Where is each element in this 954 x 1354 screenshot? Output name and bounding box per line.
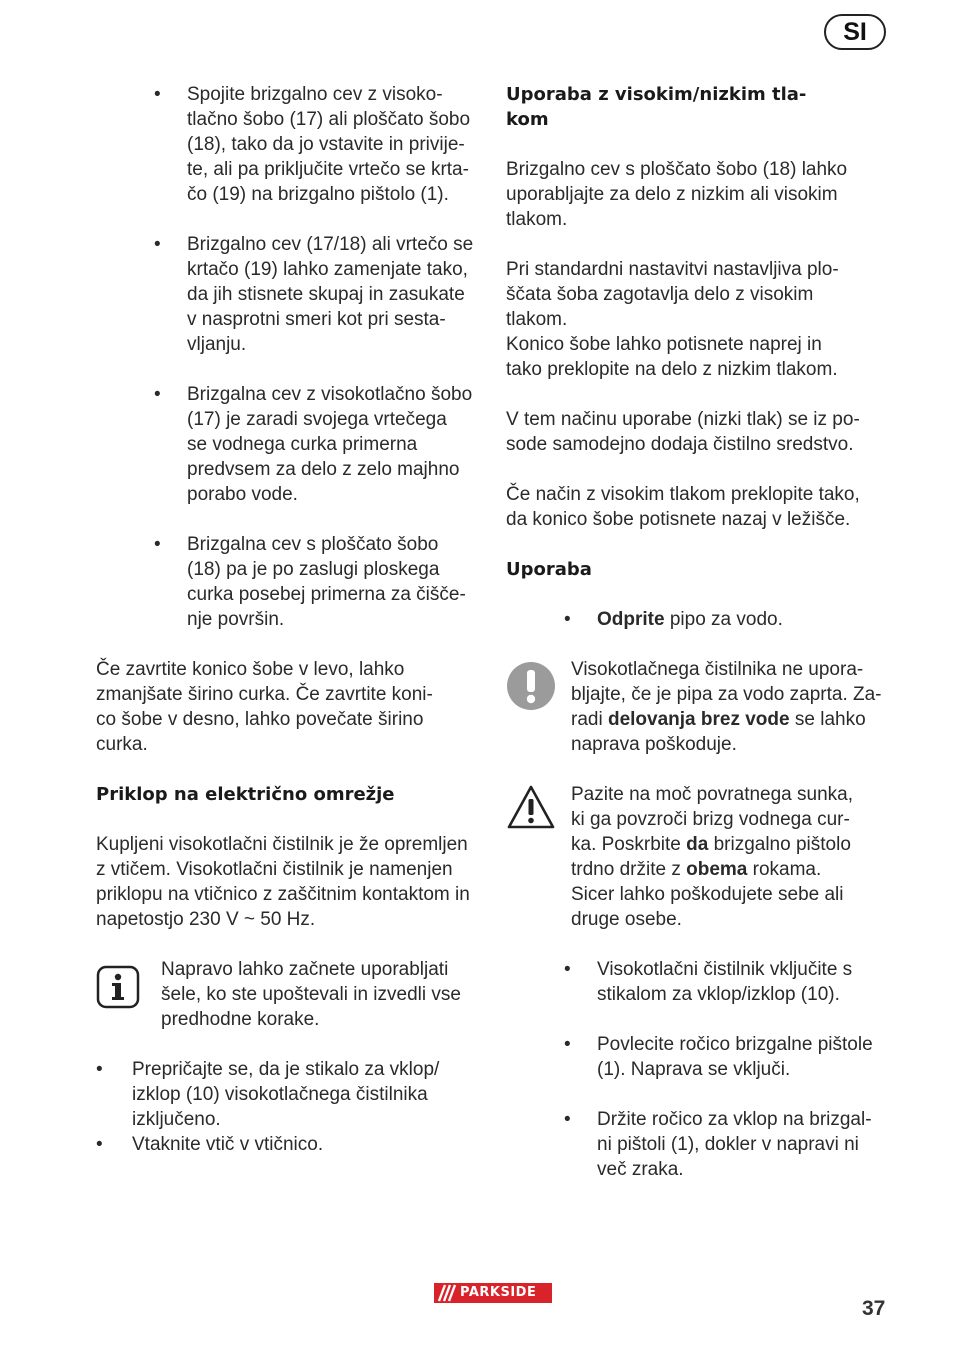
info-note-text: Napravo lahko začnete uporabljati šele, ko ste upoštevali in izvedli vse predhodne korake. (161, 959, 461, 1030)
list-item: • Brizgalna cev s ploščato šobo (18) pa je po zaslugi ploskega curka posebej primerna za čišče- nje površin. (96, 532, 482, 632)
usage-heading: Uporaba (506, 559, 592, 580)
list-item (506, 607, 892, 632)
pressure-paragraph-5: Če način z visokim tlakom preklopite tako, da konico šobe potisnete nazaj v ležišče. (506, 484, 860, 530)
pressure-paragraph-4: V tem načinu uporabe (nizki tlak) se iz po- sode samodejno dodaja čistilno sredstvo. (506, 409, 860, 455)
warning-triangle-icon (506, 784, 556, 830)
list-item: • Brizgalno cev (17/18) ali vrtečo se krtačo (19) lahko zamenjate tako, da jih stisnete skupaj in zasukate v nasprotni smeri kot pri sesta- vljanju. (96, 232, 482, 357)
assembly-bullet-list (96, 82, 482, 632)
brand-name: PARKSIDE (460, 1285, 537, 1300)
open-tap-bullet-list (506, 607, 892, 632)
pressure-paragraph-3: Konico šobe lahko potisnete naprej in tako preklopite na delo z nizkim tlakom. (506, 334, 838, 380)
warning-text-part: Pazite na moč povratnega sunka, ki ga povzroči brizg vodnega cur- ka. Poskrbite (571, 784, 854, 855)
list-item: • Visokotlačni čistilnik vključite s stikalom za vklop/izklop (10). (506, 957, 892, 1007)
caution-note (506, 657, 892, 757)
list-item: • Povlecite ročico brizgalne pištole (1). Naprava se vključi. (506, 1032, 892, 1082)
list-item: • Prepričajte se, da je stikalo za vklop/ izklop (10) visokotlačnega čistilnika izključeno. (96, 1057, 482, 1132)
exclamation-circle-icon (506, 661, 556, 711)
bold-text: da (686, 834, 709, 855)
usage-bullet-list (506, 957, 892, 1182)
pressure-paragraph-1: Brizgalno cev s ploščato šobo (18) lahko uporabljajte za delo z nizkim ali visokim tlakom. (506, 159, 848, 230)
list-item: • Vtaknite vtič v vtičnico. (96, 1132, 482, 1157)
caution-text-part: se lahko naprava poškoduje. (571, 709, 866, 755)
info-note (96, 957, 482, 1032)
pressure-paragraph-2: Pri standardni nastavitvi nastavljiva plo- ščata šoba zagotavlja delo z visokim tlakom. (506, 259, 839, 330)
plug-bullet-list (96, 1057, 482, 1157)
page-number: 37 (862, 1297, 886, 1320)
caution-note-text (571, 657, 892, 757)
caution-text-part: Visokotlačnega čistilnika ne upora- bljajte, če je pipa za vodo zaprta. Za- radi (571, 659, 882, 730)
parkside-logo (434, 1283, 552, 1303)
list-item: • Spojite brizgalno cev z visoko- tlačno šobo (17) ali ploščato šobo (18), tako da jo vstavite in privije- te, ali pa priključite vrtečo se krta- čo (19) na brizgalno pištolo (1). (96, 82, 482, 207)
warning-note (506, 782, 892, 932)
warning-text-part: brizgalno pištolo trdno držite z (571, 834, 851, 880)
left-column (96, 82, 482, 1157)
info-icon (96, 965, 140, 1009)
list-item: • Brizgalna cev z visokotlačno šobo (17) je zaradi svojega vrtečega se vodnega curka primerna predvsem za delo z zelo majhno porabo vode. (96, 382, 482, 507)
logo-stripes-icon (434, 1283, 460, 1303)
language-badge: SI (824, 14, 886, 50)
warning-note-text (571, 782, 892, 932)
nozzle-paragraph: Če zavrtite konico šobe v levo, lahko zmanjšate širino curka. Če zavrtite koni- co šobe v desno, lahko povečate širino curka. (96, 659, 433, 755)
power-paragraph: Kupljeni visokotlačni čistilnik je že opremljen z vtičem. Visokotlačni čistilnik je namenjen priklopu na vtičnico z zaščitnim kontaktom in napetostjo 230 V ~ 50 Hz. (96, 834, 470, 930)
list-item: • Držite ročico za vklop na brizgal- ni pištoli (1), dokler v napravi ni več zraka. (506, 1107, 892, 1182)
power-connection-heading: Priklop na električno omrežje (96, 784, 395, 805)
bold-text: Odprite (597, 609, 665, 630)
pressure-mode-heading: Uporaba z visokim/nizkim tla- kom (506, 84, 807, 130)
list-item-text: pipo za vodo. (664, 609, 783, 630)
bold-text: delovanja brez vode (607, 709, 790, 730)
warning-text-part: rokama. Sicer lahko poškodujete sebe ali druge osebe. (571, 859, 844, 930)
right-column (506, 82, 892, 1182)
bold-text: obema (686, 859, 748, 880)
